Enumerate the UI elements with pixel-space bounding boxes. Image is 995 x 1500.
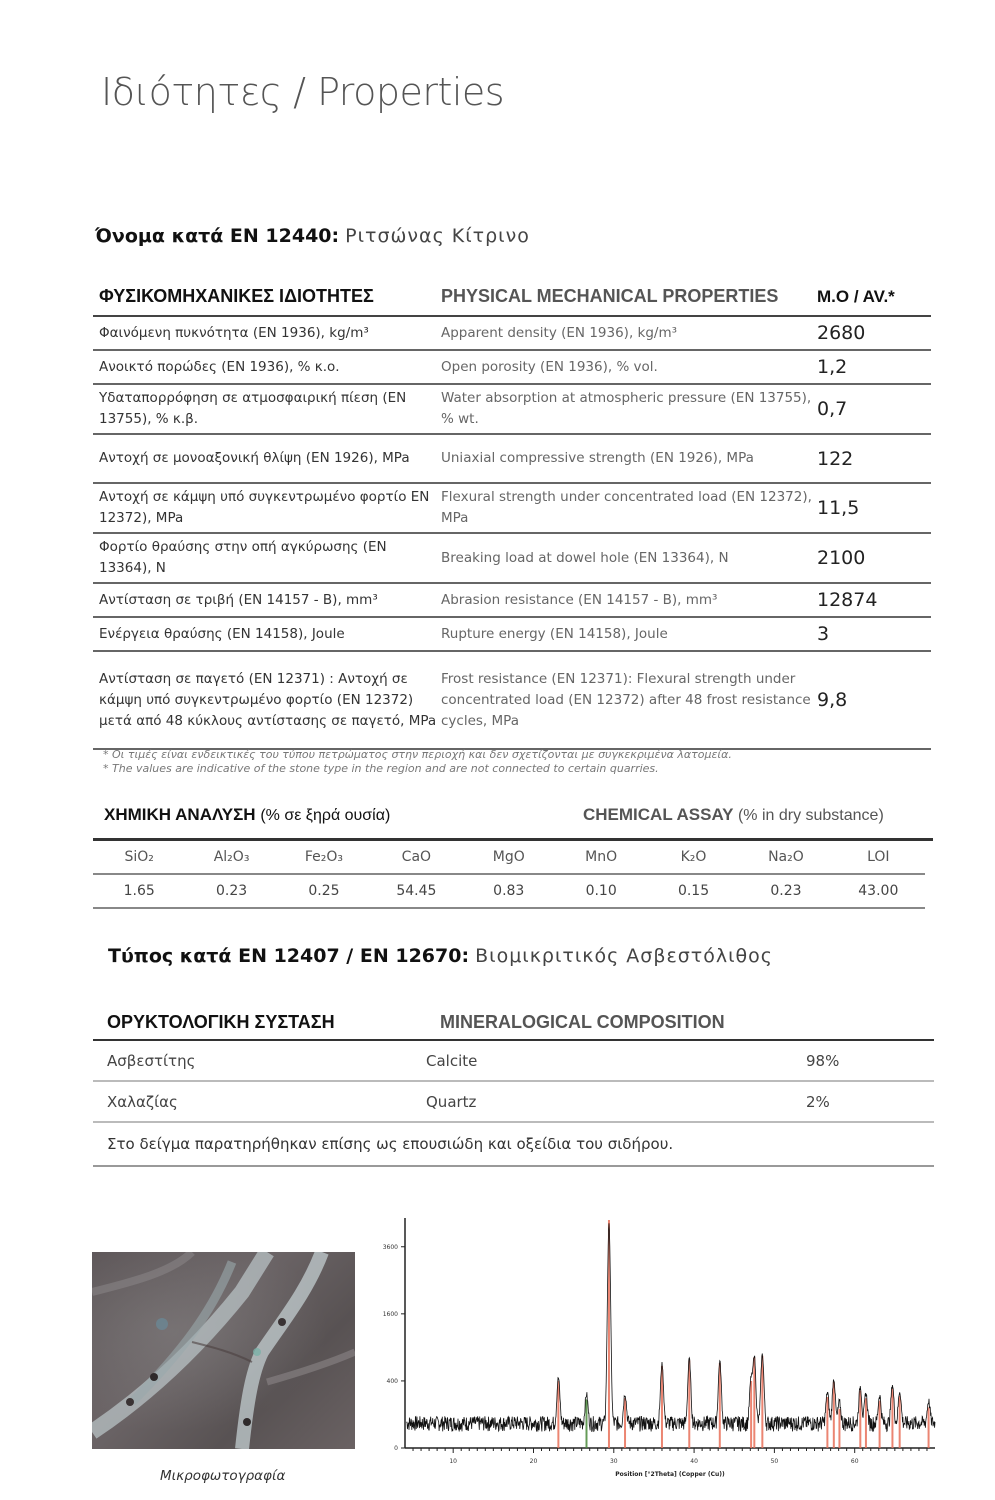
chemical-value-cell: 0.23 [216, 883, 248, 899]
table-row [93, 652, 931, 750]
x-tick-label: 40 [690, 1458, 698, 1465]
micrograph-image [92, 1252, 355, 1449]
cell-value: 3 [817, 623, 830, 645]
cell-english: Rupture energy (EN 14158), Joule [441, 625, 668, 642]
micrograph-caption: Μικροφωτογραφία [160, 1468, 286, 1484]
chemical-value-cell: 54.45 [396, 883, 437, 899]
cell-english: Abrasion resistance (EN 14157 - B), mm³ [441, 591, 718, 608]
cell-english: Water absorption at atmospheric pressure (EN 13755), % wt. [441, 390, 812, 427]
chemical-header-cell: Al₂O₃ [213, 849, 250, 865]
cell-english: Open porosity (EN 1936), % vol. [441, 358, 658, 375]
x-axis-label: Position [°2Theta] (Copper (Cu)) [615, 1471, 725, 1478]
table-row [93, 484, 931, 534]
cell-value: 0,7 [817, 398, 848, 420]
x-tick-label: 50 [770, 1458, 779, 1465]
chemical-title-english-main: CHEMICAL ASSAY [583, 805, 734, 824]
stone-type-label: Τύπος κατά EN 12407 / EN 12670: [108, 945, 470, 967]
header-english: MINERALOGICAL COMPOSITION [440, 1011, 725, 1032]
y-tick-label: 3600 [382, 1243, 398, 1251]
cell-english: Calcite [426, 1051, 478, 1070]
header-greek: ΦΥΣΙΚΟΜΗΧΑΝΙΚΕΣ ΙΔΙΟΤΗΤΕΣ [99, 286, 374, 306]
table-row [93, 584, 931, 618]
chemical-title-english [583, 805, 884, 825]
table-row [93, 435, 931, 484]
table-row [93, 351, 931, 385]
header-value: M.O / AV.* [817, 287, 895, 306]
stone-name-line [95, 225, 530, 247]
cell-greek: Ανοικτό πορώδες (EN 1936), % κ.ο. [99, 358, 340, 375]
chemical-value-cell: 0.83 [493, 883, 525, 899]
cell-english: Flexural strength under concentrated load (EN 12372), MPa [441, 489, 812, 526]
cell-greek: Ενέργεια θραύσης (EN 14158), Joule [99, 625, 345, 642]
cell-greek: Αντίσταση σε τριβή (EN 14157 - B), mm³ [99, 591, 378, 608]
mineral-composition-table [93, 1005, 934, 1167]
table-header [93, 1005, 934, 1041]
cell-greek: Αντίσταση σε παγετό (EN 12371) : Αντοχή σε κάμψη υπό συγκεντρωμένο φορτίο (EN 12372) μετά από 48 κύκλους αντίστασης σε παγετό, MPa [99, 670, 437, 729]
table-row [93, 1082, 934, 1123]
cell-value: 98% [806, 1051, 840, 1070]
cell-value: 2680 [817, 322, 866, 344]
table-row [93, 385, 931, 435]
chemical-header-cell: MgO [492, 849, 525, 865]
table-row [93, 534, 931, 584]
chemical-value-cell: 43.00 [858, 883, 899, 899]
cell-greek: Υδαταπορρόφηση σε ατμοσφαιρική πίεση (EN 13755), % κ.β. [99, 390, 407, 427]
stone-name-label: Όνομα κατά EN 12440: [95, 225, 340, 247]
cell-english: Frost resistance (EN 12371): Flexural strength under concentrated load (EN 12372) after 48 frost resistance cycles, MPa [441, 670, 811, 729]
x-tick-label: 10 [449, 1458, 458, 1465]
cell-greek: Αντοχή σε κάμψη υπό συγκεντρωμένο φορτίο EN 12372), MPa [99, 489, 430, 526]
cell-greek: Φορτίο θραύσης στην οπή αγκύρωσης (EN 13364), N [99, 539, 387, 576]
cell-value: 1,2 [817, 356, 848, 378]
footnote-english: * The values are indicative of the stone type in the region and are not connected to certain quarries. [103, 762, 659, 775]
chemical-header-cell: CaO [401, 849, 432, 865]
cell-greek: Αντοχή σε μονοαξονική θλίψη (EN 1926), MPa [99, 450, 410, 466]
chemical-value-cell: 0.25 [308, 883, 340, 899]
footnote [103, 748, 732, 776]
mineral-note: Στο δείγμα παρατηρήθηκαν επίσης ως επουσιώδη και οξείδια του σιδήρου. [93, 1123, 934, 1167]
cell-english: Apparent density (EN 1936), kg/m³ [441, 324, 678, 341]
stone-type-line [108, 945, 773, 967]
table-row [93, 1041, 934, 1082]
header-english: PHYSICAL MECHANICAL PROPERTIES [441, 286, 779, 306]
cell-value: 2% [806, 1092, 830, 1111]
cell-value: 11,5 [817, 497, 860, 519]
y-tick-label: 1600 [382, 1310, 398, 1318]
chemical-title-greek-main: ΧΗΜΙΚΗ ΑΝΑΛΥΣΗ [104, 805, 256, 824]
cell-greek: Ασβεστίτης [107, 1051, 196, 1070]
cell-english: Quartz [426, 1092, 477, 1111]
stone-name-value: Ριτσώνας Κίτρινο [345, 225, 530, 247]
physical-properties-table [93, 285, 931, 750]
chemical-value-cell: 0.15 [677, 883, 710, 899]
y-tick-label: 0 [394, 1445, 398, 1452]
diffraction-trace [407, 1223, 935, 1431]
x-tick-label: 30 [609, 1458, 618, 1465]
chemical-title-english-sub: (% in dry substance) [737, 807, 884, 824]
chemical-header-cell: MnO [585, 849, 618, 865]
x-tick-label: 60 [850, 1458, 859, 1465]
table-header [93, 285, 931, 317]
cell-value: 12874 [817, 589, 878, 611]
xrd-chart-svg [370, 1218, 940, 1478]
chemical-header-cell: Na₂O [768, 849, 804, 865]
chemical-header-row [93, 841, 925, 875]
xrd-chart [370, 1218, 940, 1482]
micrograph-texture [92, 1252, 355, 1449]
cell-value: 2100 [817, 547, 866, 569]
chemical-header-cell: LOI [867, 849, 890, 865]
cell-value: 9,8 [817, 689, 848, 711]
chemical-value-cell: 0.10 [585, 883, 617, 899]
x-tick-label: 20 [529, 1458, 538, 1465]
cell-english: Breaking load at dowel hole (EN 13364), N [441, 549, 729, 566]
footnote-greek: * Οι τιμές είναι ενδεικτικές του τύπου πετρώματος στην περιοχή και δεν σχετίζονται με συγκεκριμένα λατομεία. [103, 748, 732, 761]
chemical-header-cell: K₂O [680, 849, 707, 865]
page-title: Ιδιότητες / Properties [101, 70, 505, 114]
chemical-value-cell: 0.23 [770, 883, 802, 899]
cell-greek: Φαινόμενη πυκνότητα (EN 1936), kg/m³ [99, 324, 369, 341]
chemical-value-row [93, 875, 925, 909]
y-tick-label: 400 [386, 1377, 398, 1385]
cell-value: 122 [817, 447, 854, 470]
table-row [93, 618, 931, 652]
cell-english: Uniaxial compressive strength (EN 1926), MPa [441, 450, 754, 466]
chemical-title-greek-sub: (% σε ξηρά ουσία) [260, 807, 391, 824]
stone-type-value: Βιομικριτικός Ασβεστόλιθος [475, 945, 773, 967]
cell-greek: Χαλαζίας [107, 1092, 178, 1111]
header-greek: ΟΡΥΚΤΟΛΟΓΙΚΗ ΣΥΣΤΑΣΗ [107, 1011, 335, 1032]
chemical-assay-table [93, 838, 933, 909]
table-row [93, 317, 931, 351]
chemical-header-cell: Fe₂O₃ [304, 849, 344, 865]
chemical-value-cell: 1.65 [123, 883, 155, 899]
chemical-title-greek [104, 805, 390, 825]
chemical-header-cell: SiO₂ [124, 849, 154, 865]
